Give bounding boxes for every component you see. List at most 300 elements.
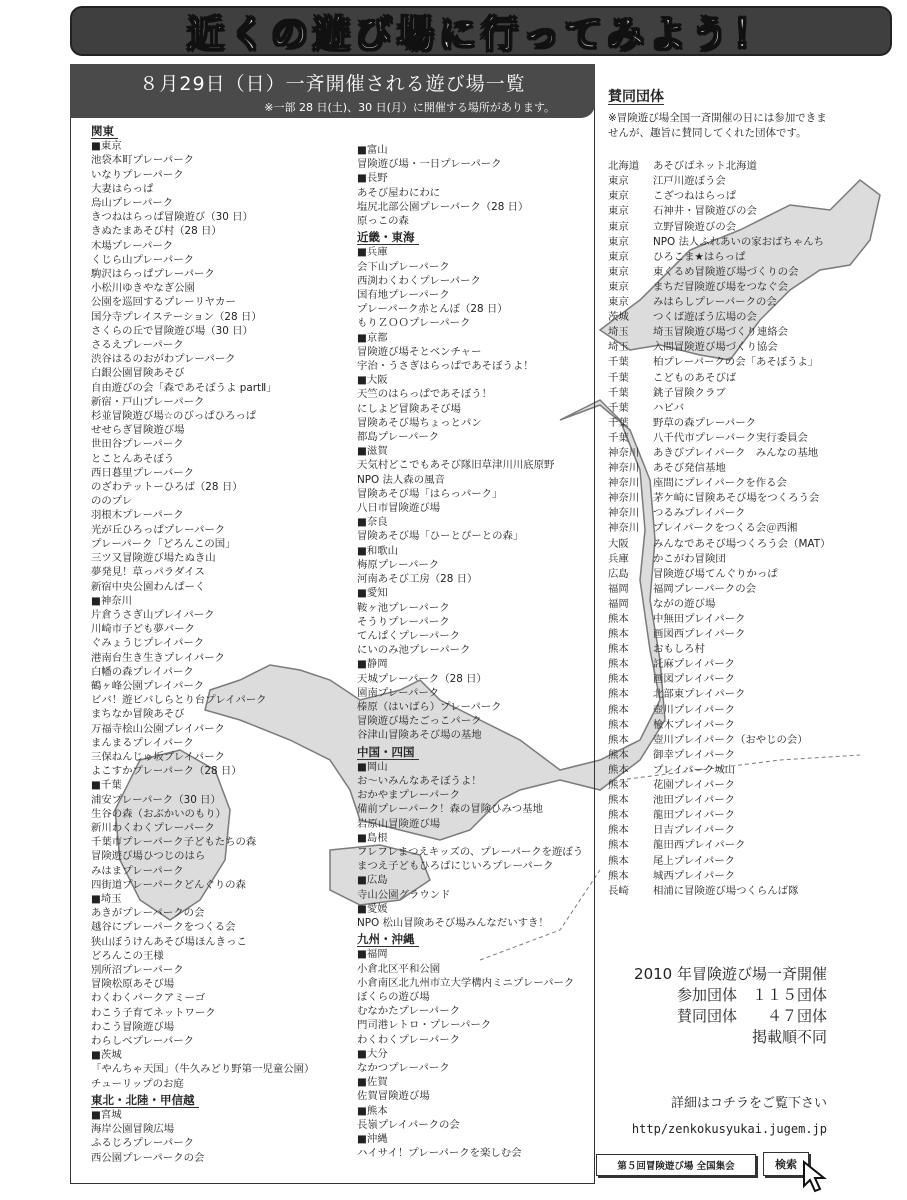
supporter-prefecture: 福岡 — [608, 597, 629, 610]
venue-item: 備前プレーパーク！森の冒険ひみつ基地 — [357, 803, 543, 816]
supporter-name: 北部東プレイパーク — [653, 688, 746, 701]
venue-item: 河南あそび工房（28 日） — [357, 573, 478, 586]
supporter-row — [608, 838, 848, 853]
supporter-name: つるみプレイパーク — [653, 507, 746, 520]
supporter-prefecture: 広島 — [608, 567, 629, 580]
supporter-name: 尾上プレイパーク — [653, 854, 735, 867]
tally-summary — [634, 964, 827, 1048]
prefecture-heading: ■大分 — [357, 1047, 388, 1060]
prefecture-heading: ■富山 — [357, 144, 388, 156]
prefecture-heading: ■熊本 — [357, 1104, 388, 1117]
venue-item: のざわテットーひろば（28 日） — [91, 481, 243, 494]
venue-item: きぬたまあそび村（28 日） — [91, 225, 222, 238]
supporter-row — [608, 310, 848, 325]
region-heading: 中国・四国 — [357, 745, 419, 760]
supporter-row — [608, 325, 848, 340]
prefecture-heading: ■愛知 — [357, 587, 388, 600]
supporter-name: 池田プレイパーク — [653, 794, 735, 807]
prefecture-heading: ■東京 — [91, 140, 122, 153]
supporter-prefecture: 熊本 — [608, 779, 629, 792]
supporter-prefecture: 熊本 — [608, 703, 629, 716]
supporter-prefecture: 茨城 — [608, 311, 629, 324]
venue-item: 生谷の森（おぶかいのもり） — [91, 807, 227, 820]
banner-title: 近くの遊び場に行ってみよう！ — [187, 13, 775, 56]
venue-item: 梅原プレーパーク — [357, 558, 440, 571]
supporter-prefecture: 千葉 — [608, 431, 629, 444]
venue-item: 天竺のはらっぱであそぼう！ — [357, 388, 493, 401]
meeting-search-text: 第５回冒険遊び場 全国集会 — [617, 1161, 735, 1172]
supporter-name: 城西プレイパーク — [653, 869, 735, 882]
supporter-row — [608, 446, 848, 461]
supporter-prefecture: 埼玉 — [608, 326, 629, 339]
venue-item: わこう子育てネットワーク — [91, 1006, 216, 1019]
supporter-row — [608, 204, 848, 219]
supporter-name: 東くるめ冒険遊び場づくりの会 — [653, 265, 799, 278]
supporter-name: こざつねはらっぱ — [653, 190, 737, 203]
supporter-name: 入間冒険遊び場づくり協会 — [653, 341, 778, 354]
venue-item: 谷津山冒険あそび場の基地 — [357, 729, 482, 742]
supporter-name: 花園プレイパーク — [653, 779, 735, 792]
venue-item: わくわくパークアミーゴ — [91, 992, 206, 1005]
supporter-row — [608, 416, 848, 431]
events-list-title: ８月29日（日）一斉開催される遊び場一覧 — [139, 73, 526, 95]
supporter-row — [608, 884, 848, 899]
supporter-row — [608, 189, 848, 204]
venue-item: わこう冒険遊び場 — [91, 1020, 175, 1033]
supporter-prefecture: 福岡 — [608, 582, 629, 595]
prefecture-heading: ■滋賀 — [357, 445, 388, 458]
prefecture-heading: ■長野 — [357, 172, 388, 185]
venue-item: 夢発見！草っパラダイス — [91, 566, 205, 579]
supporter-name: みんなであそび場つくろう会（MAT） — [653, 537, 831, 550]
supporter-row — [608, 174, 848, 189]
supporter-prefecture: 神奈川 — [608, 477, 640, 490]
venue-item: 西渕わくわくプレーパーク — [357, 274, 481, 287]
supporter-prefecture: 東京 — [608, 220, 629, 233]
venue-item: みはまプレーパーク — [91, 864, 184, 877]
supporter-name: 江戸川遊ぼう会 — [653, 175, 726, 188]
supporter-row — [608, 778, 848, 793]
supporter-prefecture: 熊本 — [608, 718, 629, 731]
supporter-name: 壺川プレイパーク — [653, 703, 735, 716]
supporter-name: みはらしプレーパークの会 — [653, 296, 777, 309]
supporter-name: 野草の森プレーパーク — [653, 416, 756, 429]
venue-item: 新宿中央公園わんぱーく — [91, 580, 206, 593]
venue-item: 西公園プレーパークの会 — [91, 1151, 205, 1164]
supporter-prefecture: 東京 — [608, 175, 629, 188]
prefecture-heading: ■京都 — [357, 331, 388, 344]
supporter-name: 御幸プレイパーク — [653, 748, 735, 761]
supporter-row — [608, 295, 848, 310]
venue-item: 「やんちゃ天国」（牛久みどり野第一児童公園） — [91, 1063, 315, 1076]
venue-item: あきがプレーパークの会 — [91, 907, 205, 920]
supporter-name: 柏プレーパークの会「あそぼうよ」 — [653, 356, 819, 369]
venue-item: 港南台生き生きプレイパーク — [91, 651, 225, 664]
prefecture-heading: ■島根 — [357, 831, 388, 844]
venue-item: 木場プレーパーク — [91, 239, 174, 252]
venue-item: 西日暮里プレーパーク — [91, 466, 194, 479]
venue-item: 鞍ヶ池プレーパーク — [357, 601, 450, 614]
venue-item: まんまるプレイパーク — [91, 736, 194, 749]
supporter-row — [608, 657, 848, 672]
prefecture-heading: ■広島 — [357, 874, 388, 887]
venue-item: 長嶺プレイパークの会 — [357, 1118, 460, 1131]
supporter-prefecture: 熊本 — [608, 869, 629, 882]
venue-item: ののプレ — [91, 495, 133, 508]
tally-supporters: 賛同団体 ４７団体 — [676, 1007, 827, 1025]
venue-item: 原っこの森 — [357, 215, 409, 228]
venue-item: 塩尻北部公園プレーパーク（28 日） — [357, 200, 529, 213]
page-banner — [70, 6, 892, 56]
supporter-prefecture: 長崎 — [608, 884, 629, 897]
venue-item: 冒険あそび場「ひーとぴーとの森」 — [357, 530, 524, 543]
venue-item: 世田谷プレーパーク — [91, 438, 184, 451]
venue-item: 駒沢はらっぱプレーパーク — [91, 268, 215, 281]
venue-item: 万福寺桧山公園プレイパーク — [91, 722, 225, 735]
supporter-prefecture: 熊本 — [608, 628, 629, 641]
supporter-row — [608, 869, 848, 884]
venue-item: 八日市冒険遊び場 — [357, 502, 441, 515]
supporters-list — [608, 159, 848, 899]
supporter-row — [608, 355, 848, 370]
supporter-name: プレイパーク城山 — [653, 763, 735, 776]
venue-item: おかやまプレーパーク — [357, 789, 460, 802]
venue-item: どろんこの王様 — [91, 949, 164, 962]
supporter-name: あそび発信基地 — [653, 462, 726, 475]
venue-item: 冒険遊び場・一日プレーパーク — [357, 158, 502, 171]
venue-item: 榛原（はいばら）プレーパーク — [357, 700, 502, 713]
tally-order-note: 掲載順不同 — [751, 1028, 827, 1046]
venue-item: 三ツ又冒険遊び場たぬき山 — [91, 552, 216, 565]
supporter-row — [608, 265, 848, 280]
supporter-row — [608, 250, 848, 265]
supporter-row — [608, 159, 848, 174]
supporter-prefecture: 千葉 — [608, 386, 629, 399]
search-button-label: 検索 — [775, 1158, 797, 1171]
supporter-row — [608, 506, 848, 521]
supporter-name: 日吉プレイパーク — [653, 824, 735, 837]
prefecture-heading: ■大阪 — [357, 374, 388, 387]
venue-item: 渋谷はるのおがわプレーパーク — [91, 353, 236, 366]
supporter-name: まちだ冒険遊び場をつなぐ会 — [653, 280, 789, 293]
venue-item: 公園を巡回するプレーリヤカー — [91, 296, 236, 309]
prefecture-heading: ■愛媛 — [357, 902, 388, 915]
supporter-row — [608, 627, 848, 642]
region-heading: 関東 — [91, 124, 118, 139]
venue-item: 宇治・うさぎはらっぱであそぼうよ！ — [357, 360, 534, 373]
supporter-name: 立野冒険遊びの会 — [653, 220, 737, 233]
supporter-name: 龍田プレイパーク — [653, 809, 735, 822]
prefecture-heading: ■静岡 — [357, 658, 388, 671]
supporter-row — [608, 340, 848, 355]
supporter-name: 冒険遊び場てんぐりかっぱ — [653, 567, 778, 580]
venue-item: 片倉うさぎ山プレイパーク — [91, 608, 215, 621]
venue-item: 天城プレーパーク（28 日） — [357, 672, 487, 685]
supporter-prefecture: 千葉 — [608, 356, 629, 369]
prefecture-heading: ■神奈川 — [91, 594, 132, 607]
tally-title: 2010 年冒険遊び場一斉開催 — [634, 965, 827, 983]
supporter-name: 壺川プレイパーク（おやじの会） — [653, 733, 808, 746]
supporter-prefecture: 千葉 — [608, 401, 629, 414]
venue-item: 狭山ぼうけんあそび場ほんきっこ — [91, 935, 247, 948]
venue-item: NPO 法人森の風音 — [357, 473, 445, 486]
venue-item: ハイサイ！プレーパークを楽しむ会 — [357, 1147, 522, 1160]
venue-item: プレーパーク「どろんこの国」 — [91, 537, 236, 550]
venue-item: 冒険松原あそび場 — [91, 978, 175, 991]
supporter-prefecture: 神奈川 — [608, 446, 640, 459]
venue-item: 会下山プレーパーク — [357, 260, 450, 273]
venue-item: 国有地プレーパーク — [357, 289, 450, 302]
cursor-arrow-icon — [802, 1160, 830, 1194]
venue-item: 海岸公園冒険広場 — [91, 1123, 175, 1136]
venue-item: 冒険あそび場「はらっパーク」 — [357, 487, 503, 500]
supporter-row — [608, 597, 848, 612]
supporter-prefecture: 熊本 — [608, 763, 629, 776]
supporter-row — [608, 672, 848, 687]
prefecture-heading: ■茨城 — [91, 1049, 122, 1062]
supporter-row — [608, 823, 848, 838]
prefecture-heading: ■佐賀 — [357, 1076, 388, 1089]
supporter-name: 託麻プレイパーク — [653, 658, 735, 671]
venue-item: プレーパーク赤とんぼ（28 日） — [357, 303, 508, 316]
supporter-prefecture: 神奈川 — [608, 462, 640, 475]
venue-item: とことんあそぼう — [91, 452, 175, 465]
venue-item: 羽根木プレーパーク — [91, 509, 184, 522]
meeting-search-box[interactable] — [596, 1154, 756, 1176]
prefecture-heading: ■福岡 — [357, 948, 388, 961]
venue-item: まちなか冒険あそび — [91, 708, 185, 721]
supporter-prefecture: 東京 — [608, 296, 629, 309]
website-link[interactable]: http/zenkokusyukai.jugem.jp — [631, 1122, 827, 1136]
supporter-row — [608, 567, 848, 582]
supporter-name: 龍田西プレイパーク — [653, 839, 746, 852]
prefecture-heading: ■兵庫 — [357, 246, 388, 259]
supporter-row — [608, 235, 848, 250]
venue-item: てんぱくプレーパーク — [357, 629, 460, 642]
supporter-prefecture: 兵庫 — [608, 552, 629, 565]
venue-item: 池袋本町プレーパーク — [91, 154, 194, 167]
supporter-prefecture: 熊本 — [608, 688, 629, 701]
supporter-name: 福岡プレーパークの会 — [653, 582, 756, 595]
prefecture-heading: ■千葉 — [91, 779, 122, 792]
venue-item: ぼくらの遊び場 — [357, 990, 430, 1003]
supporter-prefecture: 北海道 — [608, 160, 640, 173]
venue-item: NPO 松山冒険あそび場みんなだいすき！ — [357, 916, 549, 929]
supporters-column — [608, 90, 848, 899]
venue-item: ぐみょうじプレイパーク — [91, 637, 205, 650]
venue-item: 国分寺プレイステーション（28 日） — [91, 310, 262, 323]
supporter-row — [608, 612, 848, 627]
venue-item: 天気村どこでもあそび隊旧草津川川底原野 — [357, 459, 555, 472]
venue-item: 光が丘ひろっぱプレーパーク — [91, 523, 226, 536]
supporter-prefecture: 熊本 — [608, 854, 629, 867]
venue-item: ふるじろプレーパーク — [91, 1137, 194, 1150]
venue-item: きつねはらっぱ冒険遊び（30 日） — [91, 211, 253, 224]
supporter-row — [608, 521, 848, 536]
supporter-prefecture: 熊本 — [608, 794, 629, 807]
supporter-name: 茅ケ崎に冒険あそび場をつくろう会 — [653, 492, 820, 505]
venue-item: まつえ子どもひろばにじいろプレーパーク — [357, 860, 554, 873]
prefecture-heading: ■埼玉 — [91, 892, 122, 905]
venue-item: 小倉南区北九州市立大学構内ミニプレーパーク — [357, 976, 575, 989]
events-column-2 — [357, 143, 583, 1160]
venue-item: くじら山プレーパーク — [91, 253, 194, 266]
supporter-row — [608, 552, 848, 567]
venue-item: フレフレまつえキッズの、プレーパークを遊ぼう — [357, 845, 584, 858]
region-heading: 九州・沖縄 — [357, 932, 419, 947]
supporter-prefecture: 熊本 — [608, 613, 629, 626]
supporter-name: 座間にプレイパークを作る会 — [653, 477, 787, 490]
venue-item: 新宿・戸山プレーパーク — [91, 395, 205, 408]
venue-item: お〜いみんなあそぼうよ！ — [357, 774, 482, 787]
venue-item: 冒険遊び場そとベンチャー — [357, 345, 482, 358]
supporter-prefecture: 熊本 — [608, 658, 629, 671]
events-column-1 — [91, 124, 314, 1165]
supporter-prefecture: 東京 — [608, 205, 629, 218]
supporter-prefecture: 熊本 — [608, 839, 629, 852]
supporter-name: 画図プレイパーク — [653, 673, 735, 686]
supporter-row — [608, 537, 848, 552]
supporter-prefecture: 神奈川 — [608, 522, 640, 535]
supporter-row — [608, 808, 848, 823]
venue-item: にいのみ池プレーパーク — [357, 644, 471, 657]
tally-participants: 参加団体 １１５団体 — [676, 986, 827, 1004]
supporter-name: 銚子冒険クラブ — [653, 386, 726, 399]
supporter-row — [608, 280, 848, 295]
venue-item: 三保ねんじゅ坂プレイパーク — [91, 750, 225, 763]
venue-item: 大妻はらっぱ — [91, 182, 154, 195]
venue-item: そうりプレーパーク — [357, 615, 450, 628]
supporter-name: あきびプレイパーク みんなの基地 — [653, 446, 819, 459]
supporter-row — [608, 718, 848, 733]
supporter-prefecture: 東京 — [608, 265, 629, 278]
supporter-name: 中無田プレイパーク — [653, 613, 746, 626]
supporter-name: あそびばネット北海道 — [653, 160, 757, 173]
venue-item: 小松川ゆきやなぎ公園 — [91, 282, 195, 295]
supporter-prefecture: 熊本 — [608, 643, 629, 656]
venue-item: 冒険あそび場ちょっとパン — [357, 416, 482, 429]
supporter-prefecture: 千葉 — [608, 371, 629, 384]
venue-item: 鶴ヶ峰公園プレイパーク — [91, 679, 205, 692]
supporter-prefecture: 熊本 — [608, 673, 629, 686]
supporter-name: ながの遊び場 — [653, 597, 716, 610]
venue-item: 都島プレーパーク — [357, 431, 440, 444]
supporter-name: 埼玉冒険遊び場づくり連絡会 — [653, 326, 789, 339]
supporter-row — [608, 476, 848, 491]
venue-item: 新川わくわくプレーパーク — [91, 821, 215, 834]
prefecture-heading: ■岡山 — [357, 760, 388, 773]
supporter-row — [608, 582, 848, 597]
supporter-prefecture: 千葉 — [608, 416, 629, 429]
venue-item: 自由遊びの会「森であそぼうよ partⅡ」 — [91, 381, 277, 394]
supporter-name: 楡木プレイパーク — [653, 718, 735, 731]
supporter-row — [608, 748, 848, 763]
venue-item: せせらぎ冒険遊び場 — [91, 424, 185, 437]
venue-item: もりＺＯＯプレーパーク — [357, 317, 471, 330]
supporter-prefecture: 埼玉 — [608, 341, 629, 354]
supporter-name: ひろこま★はらっぱ — [653, 250, 746, 263]
supporter-prefecture: 東京 — [608, 280, 629, 293]
supporter-row — [608, 401, 848, 416]
venue-item: わらしべプレーパーク — [91, 1035, 194, 1047]
supporter-name: 相浦に冒険遊び場つくらんば隊 — [653, 884, 799, 897]
supporter-name: プレイパークをつくる会＠西湘 — [653, 522, 798, 535]
prefecture-heading: ■奈良 — [357, 516, 388, 529]
supporter-prefecture: 大阪 — [608, 537, 629, 550]
supporter-row — [608, 220, 848, 235]
venue-item: さくらの丘で冒険遊び場（30 日） — [91, 324, 253, 337]
venue-item: よこすかプレーパーク（28 日） — [91, 765, 242, 778]
supporter-prefecture: 神奈川 — [608, 492, 640, 505]
venue-item: 岩原山冒険遊び場 — [357, 817, 441, 830]
prefecture-heading: ■宮城 — [91, 1109, 122, 1122]
venue-item: ビバ！遊ビバしらとり台プレイパーク — [91, 694, 267, 707]
supporter-name: つくば遊ぼう広場の会 — [653, 311, 757, 324]
supporter-name: NPO 法人ふれあいの家おばちゃんち — [653, 235, 824, 248]
supporters-note: ※冒険遊び場全国一斉開催の日には参加できませんが、趣旨に賛同してくれた団体です。 — [608, 112, 827, 140]
venue-item: 千葉市プレーパーク子どもたちの森 — [91, 836, 257, 849]
supporter-name: ハピバ — [653, 401, 685, 414]
venue-item: 小倉北区平和公園 — [357, 962, 441, 975]
region-heading: 東北・北陸・甲信越 — [91, 1093, 199, 1108]
venue-item: いなりプレーパーク — [91, 168, 184, 181]
supporter-prefecture: 熊本 — [608, 809, 629, 822]
venue-item: 四街道プレーパークどんぐりの森 — [91, 878, 246, 891]
venue-item: 寺山公園グラウンド — [357, 888, 451, 901]
venue-item: にしよど冒険あそび場 — [357, 402, 461, 415]
supporter-name: 八千代市プレーパーク実行委員会 — [653, 431, 808, 444]
venue-item: 別所沼プレーパーク — [91, 963, 184, 976]
venue-item: 越谷にプレーパークをつくる会 — [91, 921, 236, 934]
supporter-row — [608, 371, 848, 386]
supporter-name: こどものあそびば — [653, 371, 737, 384]
venue-item: 園南プレーパーク — [357, 686, 440, 699]
venue-item: 冒険遊び場たごっこパーク — [357, 715, 482, 728]
venue-item: さるえプレーパーク — [91, 339, 184, 352]
prefecture-heading: ■沖縄 — [357, 1133, 388, 1146]
supporter-prefecture: 神奈川 — [608, 507, 640, 520]
supporter-prefecture: 熊本 — [608, 748, 629, 761]
supporter-prefecture: 東京 — [608, 235, 629, 248]
supporter-row — [608, 431, 848, 446]
supporter-row — [608, 687, 848, 702]
region-heading: 近畿・東海 — [357, 230, 419, 245]
venue-item: 門司港レトロ・プレーパーク — [357, 1019, 492, 1032]
supporter-prefecture: 熊本 — [608, 733, 629, 746]
events-list-header — [70, 64, 595, 118]
supporter-row — [608, 642, 848, 657]
supporter-row — [608, 854, 848, 869]
supporter-row — [608, 793, 848, 808]
supporter-name: 画図西プレイパーク — [653, 628, 746, 641]
supporter-row — [608, 703, 848, 718]
supporter-name: 石神井・冒険遊びの会 — [653, 205, 757, 218]
venue-item: 白銀公園冒険あそび — [91, 367, 185, 380]
supporter-row — [608, 491, 848, 506]
venue-item: 佐賀冒険遊び場 — [357, 1090, 430, 1103]
venue-item: むなかたプレーパーク — [357, 1005, 460, 1018]
supporter-prefecture: 熊本 — [608, 824, 629, 837]
venue-item: なかつプレーパーク — [357, 1062, 450, 1074]
venue-item: 浦安プレーパーク（30 日） — [91, 793, 221, 806]
venue-item: 川崎市子ども夢パーク — [91, 623, 195, 636]
supporter-prefecture: 東京 — [608, 250, 629, 263]
venue-item: 杉並冒険遊び場☆のびっぱひろっぱ — [91, 410, 257, 423]
supporter-name: かこがわ冒険団 — [653, 552, 726, 565]
supporter-row — [608, 386, 848, 401]
supporters-heading: 賛同団体 — [608, 89, 664, 105]
supporter-name: おもしろ村 — [653, 643, 705, 656]
